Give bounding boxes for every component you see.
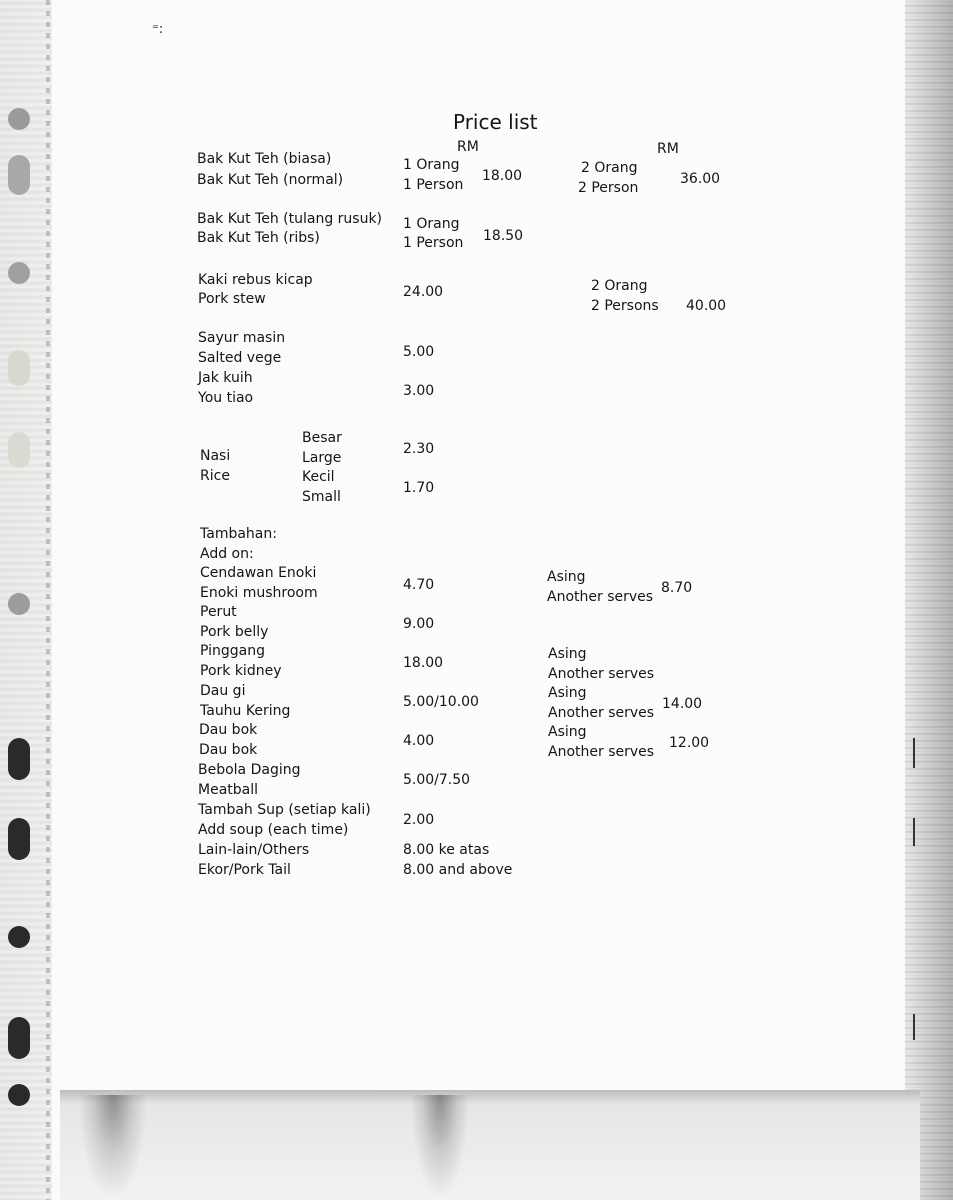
menu-text-stew-price2: 40.00 bbox=[686, 298, 727, 314]
menu-text-enoki-price2: 8.70 bbox=[661, 580, 693, 596]
menu-text-tauhu: Tauhu Kering bbox=[200, 703, 291, 719]
menu-text-enoki-en: Enoki mushroom bbox=[200, 585, 318, 601]
menu-text-perut: Perut bbox=[200, 604, 237, 620]
menu-text-meatball: Meatball bbox=[198, 782, 259, 798]
menu-text-bebola: Bebola Daging bbox=[198, 762, 301, 778]
menu-text-stew-price: 24.00 bbox=[403, 284, 444, 300]
menu-text-rice-small-price: 1.70 bbox=[403, 480, 435, 496]
menu-text-stew-2persons: 2 Persons bbox=[591, 298, 659, 314]
punch-hole-icon bbox=[8, 108, 30, 130]
menu-text-jak-kuih: Jak kuih bbox=[198, 370, 253, 386]
menu-text-addon: Add on: bbox=[200, 546, 254, 562]
menu-text-bkt-normal-en: Bak Kut Teh (normal) bbox=[197, 172, 344, 188]
punch-hole-icon bbox=[8, 926, 30, 948]
menu-text-sayur-price: 5.00 bbox=[403, 344, 435, 360]
menu-text-enoki-my: Cendawan Enoki bbox=[200, 565, 317, 581]
menu-text-ribs-1orang: 1 Orang bbox=[403, 216, 460, 232]
punch-hole-icon bbox=[8, 593, 30, 615]
menu-text-sup-my: Tambah Sup (setiap kali) bbox=[198, 802, 371, 818]
menu-text-ribs-my: Bak Kut Teh (tulang rusuk) bbox=[197, 211, 383, 227]
currency-header-1: RM bbox=[457, 139, 479, 155]
menu-text-kidney-asing: Asing bbox=[548, 646, 587, 662]
punch-hole-icon bbox=[8, 1017, 30, 1059]
menu-text-bkt-1person: 1 Person bbox=[403, 177, 464, 193]
menu-text-daubok-asing: Asing bbox=[548, 724, 587, 740]
menu-text-enoki-asing: Asing bbox=[547, 569, 586, 585]
menu-text-sayur-en: Salted vege bbox=[198, 350, 282, 366]
menu-text-jak-price: 3.00 bbox=[403, 383, 435, 399]
menu-text-daubok-price2: 12.00 bbox=[669, 735, 710, 751]
menu-text-bkt-1orang: 1 Orang bbox=[403, 157, 460, 173]
menu-text-you-tiao: You tiao bbox=[198, 390, 254, 406]
menu-text-daugi-price2: 14.00 bbox=[662, 696, 703, 712]
menu-text-daubok-another: Another serves bbox=[548, 744, 655, 760]
menu-text-sup-en: Add soup (each time) bbox=[198, 822, 349, 838]
punch-hole-icon bbox=[8, 1084, 30, 1106]
menu-text-besar: Besar bbox=[302, 430, 342, 446]
menu-text-stew-my: Kaki rebus kicap bbox=[198, 272, 313, 288]
menu-text-daugi-another: Another serves bbox=[548, 705, 655, 721]
punch-hole-icon bbox=[8, 350, 30, 386]
menu-text-lain: Lain-lain/Others bbox=[198, 842, 310, 858]
menu-text-kidney-price: 18.00 bbox=[403, 655, 444, 671]
menu-text-dau-bok-2: Dau bok bbox=[199, 742, 258, 758]
punch-hole-icon bbox=[8, 155, 30, 195]
menu-text-rice-large-price: 2.30 bbox=[403, 441, 435, 457]
punch-hole-icon bbox=[8, 432, 30, 468]
menu-text-dau-gi: Dau gi bbox=[200, 683, 246, 699]
menu-text-bkt-2orang: 2 Orang bbox=[581, 160, 638, 176]
menu-text-kidney-another: Another serves bbox=[548, 666, 655, 682]
menu-text-enoki-price: 4.70 bbox=[403, 577, 435, 593]
menu-text-lain-price-my: 8.00 ke atas bbox=[403, 842, 490, 858]
menu-text-ribs-1person: 1 Person bbox=[403, 235, 464, 251]
menu-text-bkt-price2: 36.00 bbox=[680, 171, 721, 187]
page-title: Price list bbox=[453, 110, 538, 134]
menu-text-sayur-my: Sayur masin bbox=[198, 330, 286, 346]
menu-text-bkt-biasa-my: Bak Kut Teh (biasa) bbox=[197, 151, 332, 167]
menu-text-lain-price-en: 8.00 and above bbox=[403, 862, 513, 878]
menu-text-small: Small bbox=[302, 489, 341, 505]
scan-shadow-bottom bbox=[60, 1090, 920, 1200]
punch-hole-icon bbox=[8, 738, 30, 780]
menu-text-daugi-price: 5.00/10.00 bbox=[403, 694, 479, 710]
menu-text-bkt-2person: 2 Person bbox=[578, 180, 639, 196]
punch-hole-icon bbox=[8, 818, 30, 860]
menu-text-dau-bok-1: Dau bok bbox=[199, 722, 258, 738]
menu-text-ribs-en: Bak Kut Teh (ribs) bbox=[197, 230, 320, 246]
menu-text-meatball-price: 5.00/7.50 bbox=[403, 772, 471, 788]
toner-smear bbox=[78, 1095, 148, 1200]
menu-text-pinggang: Pinggang bbox=[200, 643, 266, 659]
menu-text-large: Large bbox=[302, 450, 342, 466]
pen-mark: ⁼: bbox=[152, 22, 164, 37]
menu-text-sup-price: 2.00 bbox=[403, 812, 435, 828]
menu-text-pork-belly: Pork belly bbox=[200, 624, 269, 640]
menu-text-daubok-price: 4.00 bbox=[403, 733, 435, 749]
menu-text-tambahan: Tambahan: bbox=[200, 526, 277, 542]
menu-text-stew-2orang: 2 Orang bbox=[591, 278, 648, 294]
menu-text-stew-en: Pork stew bbox=[198, 291, 266, 307]
menu-text-nasi: Nasi bbox=[200, 448, 231, 464]
menu-text-ribs-price: 18.50 bbox=[483, 228, 524, 244]
currency-header-2: RM bbox=[657, 141, 679, 157]
menu-text-kecil: Kecil bbox=[302, 469, 335, 485]
menu-text-pork-kidney: Pork kidney bbox=[200, 663, 282, 679]
punch-hole-icon bbox=[8, 262, 30, 284]
toner-smear bbox=[410, 1095, 470, 1200]
menu-text-ekor: Ekor/Pork Tail bbox=[198, 862, 291, 878]
edge-mark bbox=[913, 738, 915, 768]
edge-mark bbox=[913, 1014, 915, 1040]
menu-text-daugi-asing: Asing bbox=[548, 685, 587, 701]
menu-text-perut-price: 9.00 bbox=[403, 616, 435, 632]
menu-text-bkt-price1: 18.00 bbox=[482, 168, 523, 184]
menu-text-rice: Rice bbox=[200, 468, 230, 484]
edge-mark bbox=[913, 818, 915, 846]
menu-text-enoki-another: Another serves bbox=[547, 589, 654, 605]
